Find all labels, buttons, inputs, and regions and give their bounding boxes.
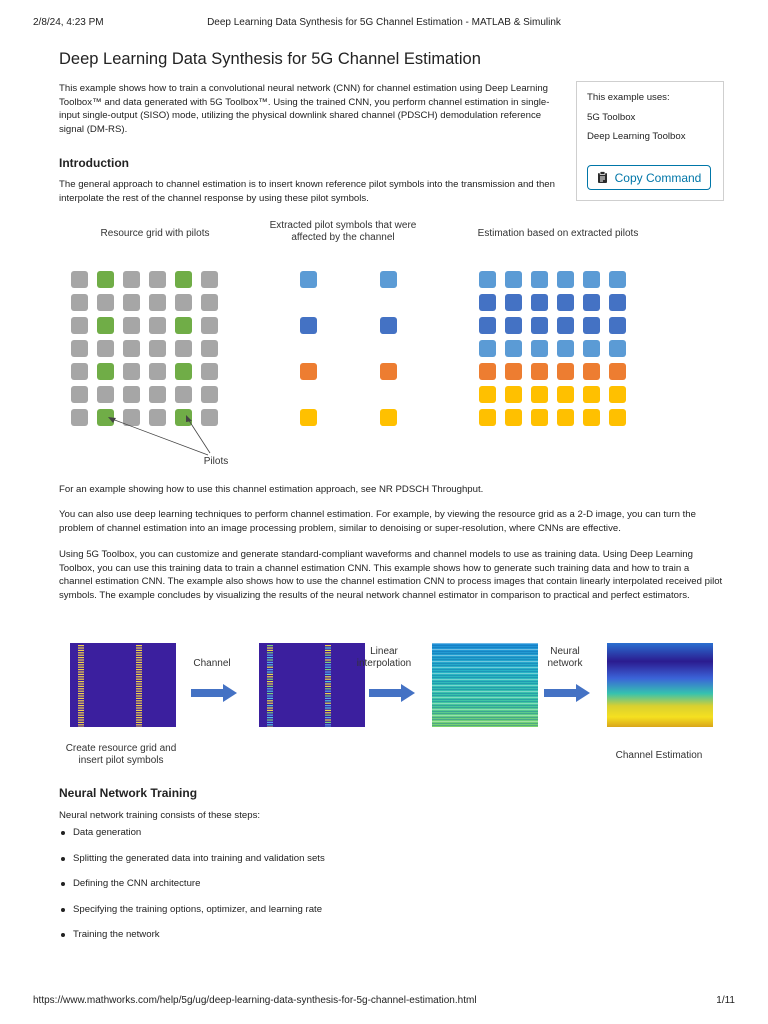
grid-cell xyxy=(175,294,192,311)
list-item: Specifying the training options, optimizer, and learning rate xyxy=(59,904,325,930)
grid-cell xyxy=(123,294,140,311)
label-create-resource-grid: Create resource grid and insert pilot symbols xyxy=(65,743,177,766)
arrow-right-icon xyxy=(544,684,590,702)
pilot-cell xyxy=(97,271,114,288)
estimated-cell xyxy=(583,363,600,380)
grid-cell xyxy=(97,386,114,403)
estimated-grid xyxy=(479,271,626,426)
extracted-pilot xyxy=(380,271,397,288)
print-header-title: Deep Learning Data Synthesis for 5G Channel Estimation - MATLAB & Simulink xyxy=(207,17,561,28)
estimated-cell xyxy=(531,386,548,403)
estimated-cell xyxy=(557,409,574,426)
arrow-right-icon xyxy=(191,684,237,702)
print-footer-page: 1/11 xyxy=(716,995,735,1006)
grid-cell xyxy=(149,317,166,334)
estimated-cell xyxy=(479,271,496,288)
estimated-cell xyxy=(609,317,626,334)
intro-paragraph: This example shows how to train a convolutional neural network (CNN) for channel estimation using Deep Learning Toolbox™ and data generated with 5G Toolbox™. Using the trained CNN, you perform channel estimation in single-input single-output (SISO) mode, utilizing the physical downlink shared channel (PDSCH) demodulation reference signal (DM-RS). xyxy=(59,83,550,135)
grid-cell xyxy=(201,363,218,380)
estimated-cell xyxy=(531,340,548,357)
product-5g-toolbox[interactable]: 5G Toolbox xyxy=(587,112,636,123)
neural-network-training-heading: Neural Network Training xyxy=(59,786,198,800)
grid-cell xyxy=(201,317,218,334)
label-linear-interpolation: Linear interpolation xyxy=(356,646,412,669)
estimated-cell xyxy=(531,271,548,288)
example-uses-box xyxy=(576,81,724,201)
estimated-cell xyxy=(609,271,626,288)
grid-cell xyxy=(201,340,218,357)
introduction-heading: Introduction xyxy=(59,156,129,170)
figure-label-resource-grid: Resource grid with pilots xyxy=(100,228,210,239)
estimated-cell xyxy=(505,363,522,380)
training-steps-list xyxy=(59,827,325,955)
grid-cell xyxy=(201,386,218,403)
estimated-cell xyxy=(479,317,496,334)
estimated-cell xyxy=(505,340,522,357)
estimated-cell xyxy=(505,409,522,426)
plot-received-grid xyxy=(248,643,365,733)
estimated-cell xyxy=(505,317,522,334)
extracted-pilot xyxy=(380,317,397,334)
label-channel: Channel xyxy=(193,658,231,669)
paragraph-toolbox: Using 5G Toolbox, you can customize and generate standard-compliant waveforms and channel models to use as training data. Using Deep Learning Toolbox, you can use this training data to train a channel estimation CNN. This example shows how to generate such training data and how to train a channel estimation CNN. The example also shows how to use the channel estimation CNN to process images that contain linearly interpolated received pilot symbols. The example concludes by visualizing the results of the neural network channel estimator in comparison to practical and perfect estimators. xyxy=(59,549,723,601)
grid-cell xyxy=(71,363,88,380)
grid-cell xyxy=(71,386,88,403)
grid-cell xyxy=(149,271,166,288)
grid-cell xyxy=(71,340,88,357)
grid-cell xyxy=(71,294,88,311)
grid-cell xyxy=(123,386,140,403)
estimated-cell xyxy=(583,386,600,403)
grid-cell xyxy=(201,294,218,311)
pilot-cell xyxy=(97,317,114,334)
plot-interpolated-grid xyxy=(421,643,538,733)
pilot-cell xyxy=(175,271,192,288)
resource-grid-with-pilots xyxy=(71,271,218,426)
pipeline-figure xyxy=(59,636,719,776)
extracted-pilot-symbols xyxy=(300,271,410,431)
estimated-cell xyxy=(609,294,626,311)
estimated-cell xyxy=(557,271,574,288)
estimated-cell xyxy=(583,409,600,426)
extracted-pilot xyxy=(300,363,317,380)
estimated-cell xyxy=(609,386,626,403)
list-item: Splitting the generated data into training and validation sets xyxy=(59,853,325,879)
grid-cell xyxy=(201,271,218,288)
plot-resource-grid xyxy=(59,643,176,733)
grid-cell xyxy=(149,340,166,357)
estimated-cell xyxy=(505,386,522,403)
paragraph-example-reference: For an example showing how to use this channel estimation approach, see NR PDSCH Throughput. xyxy=(59,484,484,495)
clipboard-icon xyxy=(597,171,609,184)
grid-cell xyxy=(175,386,192,403)
figure-label-extracted-pilots: Extracted pilot symbols that were affected by the channel xyxy=(269,220,417,243)
grid-cell xyxy=(123,271,140,288)
list-item: Training the network xyxy=(59,929,325,955)
estimated-cell xyxy=(609,409,626,426)
estimated-cell xyxy=(531,294,548,311)
estimated-cell xyxy=(583,294,600,311)
estimated-cell xyxy=(479,386,496,403)
estimated-cell xyxy=(479,363,496,380)
estimated-cell xyxy=(583,340,600,357)
grid-cell xyxy=(149,363,166,380)
pilot-cell xyxy=(97,363,114,380)
estimated-cell xyxy=(557,363,574,380)
estimated-cell xyxy=(531,409,548,426)
estimated-cell xyxy=(557,386,574,403)
estimated-cell xyxy=(583,317,600,334)
label-channel-estimation: Channel Estimation xyxy=(615,750,703,761)
grid-cell xyxy=(71,409,88,426)
list-item: Defining the CNN architecture xyxy=(59,878,325,904)
estimated-cell xyxy=(583,271,600,288)
pilot-cell xyxy=(175,363,192,380)
estimated-cell xyxy=(479,294,496,311)
estimated-cell xyxy=(479,340,496,357)
paragraph-deep-learning: You can also use deep learning techniques to perform channel estimation. For example, by viewing the resource grid as a 2-D image, you can turn the problem of channel estimation into an image processing problem, similar to denoising or super-resolution, where CNNs are effective. xyxy=(59,509,696,534)
estimated-cell xyxy=(557,294,574,311)
copy-command-label: Copy Command xyxy=(614,170,702,185)
estimated-cell xyxy=(531,363,548,380)
product-deep-learning-toolbox[interactable]: Deep Learning Toolbox xyxy=(587,131,686,142)
grid-cell xyxy=(97,294,114,311)
plot-channel-estimate xyxy=(596,643,713,733)
label-neural-network: Neural network xyxy=(547,646,583,669)
print-footer-url: https://www.mathworks.com/help/5g/ug/deep-learning-data-synthesis-for-5g-channel-estimation.html xyxy=(33,995,477,1006)
estimated-cell xyxy=(531,317,548,334)
print-header-date: 2/8/24, 4:23 PM xyxy=(33,17,104,28)
extracted-pilot xyxy=(380,409,397,426)
grid-cell xyxy=(149,294,166,311)
extracted-pilot xyxy=(300,271,317,288)
extracted-pilot xyxy=(300,409,317,426)
figure-label-estimation: Estimation based on extracted pilots xyxy=(477,228,639,239)
arrow-right-icon xyxy=(369,684,415,702)
grid-cell xyxy=(123,317,140,334)
estimated-cell xyxy=(557,340,574,357)
grid-cell xyxy=(97,340,114,357)
extracted-pilot xyxy=(380,363,397,380)
example-uses-label: This example uses: xyxy=(587,92,670,103)
grid-cell xyxy=(123,363,140,380)
estimated-cell xyxy=(609,363,626,380)
list-item: Data generation xyxy=(59,827,325,853)
pilot-cell xyxy=(175,317,192,334)
page-title: Deep Learning Data Synthesis for 5G Channel Estimation xyxy=(59,50,481,68)
estimated-cell xyxy=(505,271,522,288)
estimated-cell xyxy=(479,409,496,426)
figure-label-pilots: Pilots xyxy=(203,456,229,467)
grid-cell xyxy=(71,317,88,334)
training-intro: Neural network training consists of these steps: xyxy=(59,810,261,821)
grid-cell xyxy=(175,340,192,357)
estimated-cell xyxy=(505,294,522,311)
estimated-cell xyxy=(557,317,574,334)
grid-cell xyxy=(123,340,140,357)
grid-cell xyxy=(149,386,166,403)
estimated-cell xyxy=(609,340,626,357)
copy-command-button[interactable] xyxy=(587,165,711,190)
extracted-pilot xyxy=(300,317,317,334)
introduction-paragraph: The general approach to channel estimation is to insert known reference pilot symbols into the transmission and then interpolate the rest of the channel response by using these pilot symbols. xyxy=(59,179,555,204)
grid-cell xyxy=(71,271,88,288)
